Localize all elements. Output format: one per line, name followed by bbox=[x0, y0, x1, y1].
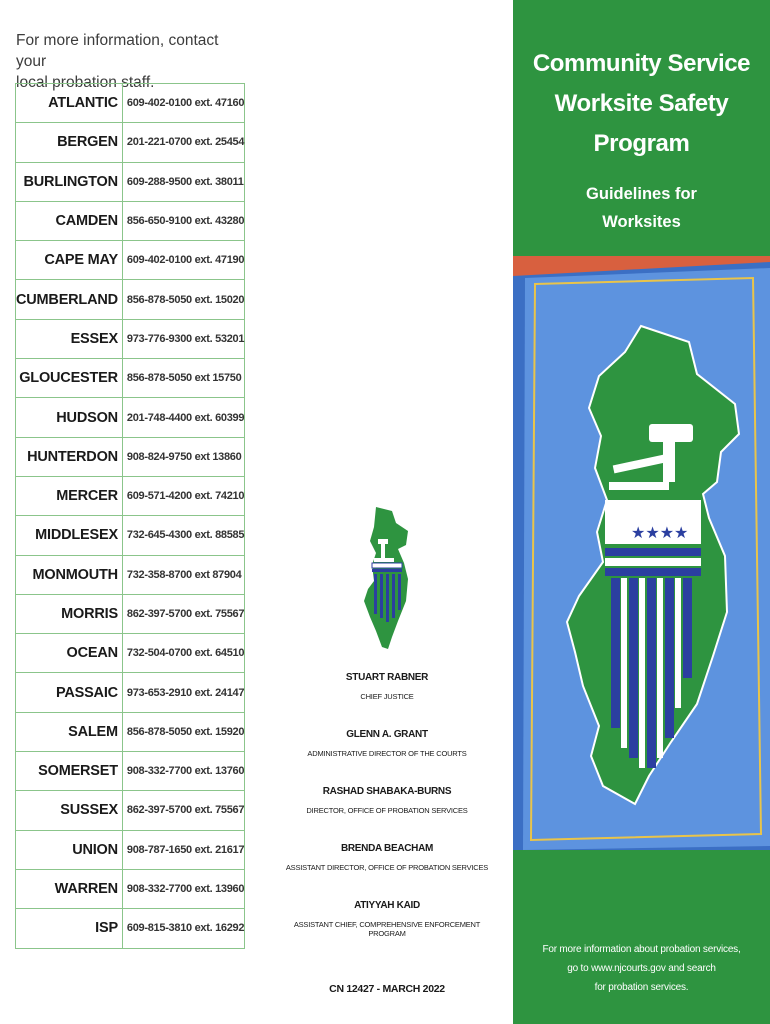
county-phone: 908-332-7700 ext. 13960 bbox=[122, 869, 244, 908]
contact-row bbox=[16, 359, 245, 398]
official-title: ADMINISTRATIVE DIRECTOR OF THE COURTS bbox=[307, 749, 467, 758]
county-phone: 856-878-5050 ext 15750 bbox=[122, 359, 244, 398]
county-phone: 732-645-4300 ext. 88585 bbox=[122, 516, 244, 555]
cover-title-line-3: Program bbox=[593, 130, 690, 157]
county-name: MIDDLESEX bbox=[16, 516, 123, 555]
contact-row bbox=[16, 634, 245, 673]
county-name: BERGEN bbox=[16, 123, 123, 162]
county-phone: 908-787-1650 ext. 21617 bbox=[122, 830, 244, 869]
officials-list bbox=[282, 672, 492, 966]
county-name: WARREN bbox=[16, 869, 123, 908]
nj-courts-logo-icon bbox=[362, 505, 412, 653]
contact-row bbox=[16, 516, 245, 555]
county-phone: 201-748-4400 ext. 60399 bbox=[122, 398, 244, 437]
contact-row bbox=[16, 162, 245, 201]
county-phone: 732-504-0700 ext. 64510 bbox=[122, 634, 244, 673]
contact-row bbox=[16, 752, 245, 791]
county-name: HUDSON bbox=[16, 398, 123, 437]
official-name: BRENDA BEACHAM bbox=[340, 843, 434, 854]
cover-footer bbox=[513, 940, 770, 997]
official-name: STUART RABNER bbox=[345, 672, 429, 683]
official-name: RASHAD SHABAKA-BURNS bbox=[322, 786, 452, 797]
official-title: ASSISTANT DIRECTOR, OFFICE OF PROBATION SERVICES bbox=[285, 863, 489, 872]
catalog-number: CN 12427 - MARCH 2022 bbox=[329, 983, 445, 995]
cover-subtitle-line-2: Worksites bbox=[602, 213, 681, 231]
official-name: GLENN A. GRANT bbox=[346, 729, 428, 740]
county-phone: 973-776-9300 ext. 53201 bbox=[122, 319, 244, 358]
cover-subtitle bbox=[513, 180, 770, 236]
contact-row bbox=[16, 201, 245, 240]
county-name: CAPE MAY bbox=[16, 241, 123, 280]
county-name: CAMDEN bbox=[16, 201, 123, 240]
contact-row bbox=[16, 869, 245, 908]
county-phone: 609-288-9500 ext. 38011 bbox=[122, 162, 244, 201]
official-title: CHIEF JUSTICE bbox=[360, 692, 414, 701]
county-phone: 862-397-5700 ext. 75567 bbox=[122, 594, 244, 633]
contact-row bbox=[16, 437, 245, 476]
county-name: ESSEX bbox=[16, 319, 123, 358]
contact-row bbox=[16, 830, 245, 869]
contact-row bbox=[16, 712, 245, 751]
county-phone: 856-650-9100 ext. 43280 bbox=[122, 201, 244, 240]
county-name: ATLANTIC bbox=[16, 84, 123, 123]
cover-footer-line-2: go to www.njcourts.gov and search bbox=[567, 963, 716, 974]
cover-title-line-1: Community Service bbox=[532, 50, 751, 77]
county-name: SOMERSET bbox=[16, 752, 123, 791]
contact-row bbox=[16, 241, 245, 280]
county-phone: 609-571-4200 ext. 74210 bbox=[122, 476, 244, 515]
county-phone: 856-878-5050 ext. 15020 bbox=[122, 280, 244, 319]
county-name: UNION bbox=[16, 830, 123, 869]
county-name: BURLINGTON bbox=[16, 162, 123, 201]
county-phone: 609-815-3810 ext. 16292 bbox=[122, 909, 244, 948]
county-name: ISP bbox=[16, 909, 123, 948]
county-name: GLOUCESTER bbox=[16, 359, 123, 398]
county-name: OCEAN bbox=[16, 634, 123, 673]
cover-title-line-2: Worksite Safety bbox=[554, 90, 729, 117]
county-name: MONMOUTH bbox=[16, 555, 123, 594]
contact-row bbox=[16, 791, 245, 830]
county-phone: 609-402-0100 ext. 47190 bbox=[122, 241, 244, 280]
county-phone: 201-221-0700 ext. 25454 bbox=[122, 123, 244, 162]
county-name: MERCER bbox=[16, 476, 123, 515]
county-phone: 973-653-2910 ext. 24147 bbox=[122, 673, 244, 712]
official-title: DIRECTOR, OFFICE OF PROBATION SERVICES bbox=[306, 806, 468, 815]
official-name: ATIYYAH KAID bbox=[354, 900, 420, 911]
county-phone: 862-397-5700 ext. 75567 bbox=[122, 791, 244, 830]
svg-text:★★★★: ★★★★ bbox=[631, 523, 689, 542]
cover-footer-line-3: for probation services. bbox=[594, 982, 689, 993]
county-phone: 856-878-5050 ext. 15920 bbox=[122, 712, 244, 751]
county-name: MORRIS bbox=[16, 594, 123, 633]
contact-row bbox=[16, 594, 245, 633]
contact-row bbox=[16, 476, 245, 515]
county-phone: 732-358-8700 ext 87904 bbox=[122, 555, 244, 594]
stars-icon bbox=[631, 523, 688, 542]
intro-line-1: For more information, contact your bbox=[16, 32, 219, 70]
official-title: ASSISTANT CHIEF, COMPREHENSIVE ENFORCEMENT PROGRAM bbox=[293, 920, 481, 938]
county-name: SUSSEX bbox=[16, 791, 123, 830]
county-contact-table bbox=[15, 83, 245, 949]
cover-footer-band bbox=[513, 850, 770, 1024]
county-phone: 908-824-9750 ext 13860 bbox=[122, 437, 244, 476]
contact-row bbox=[16, 555, 245, 594]
cover-footer-line-1: For more information about probation services, bbox=[542, 944, 741, 955]
county-name: SALEM bbox=[16, 712, 123, 751]
cover-title bbox=[513, 44, 770, 164]
contact-row bbox=[16, 84, 245, 123]
county-name: HUNTERDON bbox=[16, 437, 123, 476]
contact-row bbox=[16, 280, 245, 319]
cover-illustration bbox=[513, 256, 770, 856]
county-phone: 609-402-0100 ext. 47160 bbox=[122, 84, 244, 123]
contact-row bbox=[16, 673, 245, 712]
contact-row bbox=[16, 319, 245, 358]
cover-subtitle-line-1: Guidelines for bbox=[586, 185, 697, 203]
contact-row bbox=[16, 398, 245, 437]
intro-line-2: local probation staff. bbox=[16, 74, 155, 91]
county-phone: 908-332-7700 ext. 13760 bbox=[122, 752, 244, 791]
contact-row bbox=[16, 123, 245, 162]
county-name: PASSAIC bbox=[16, 673, 123, 712]
county-name: CUMBERLAND bbox=[16, 280, 123, 319]
contact-row bbox=[16, 909, 245, 948]
